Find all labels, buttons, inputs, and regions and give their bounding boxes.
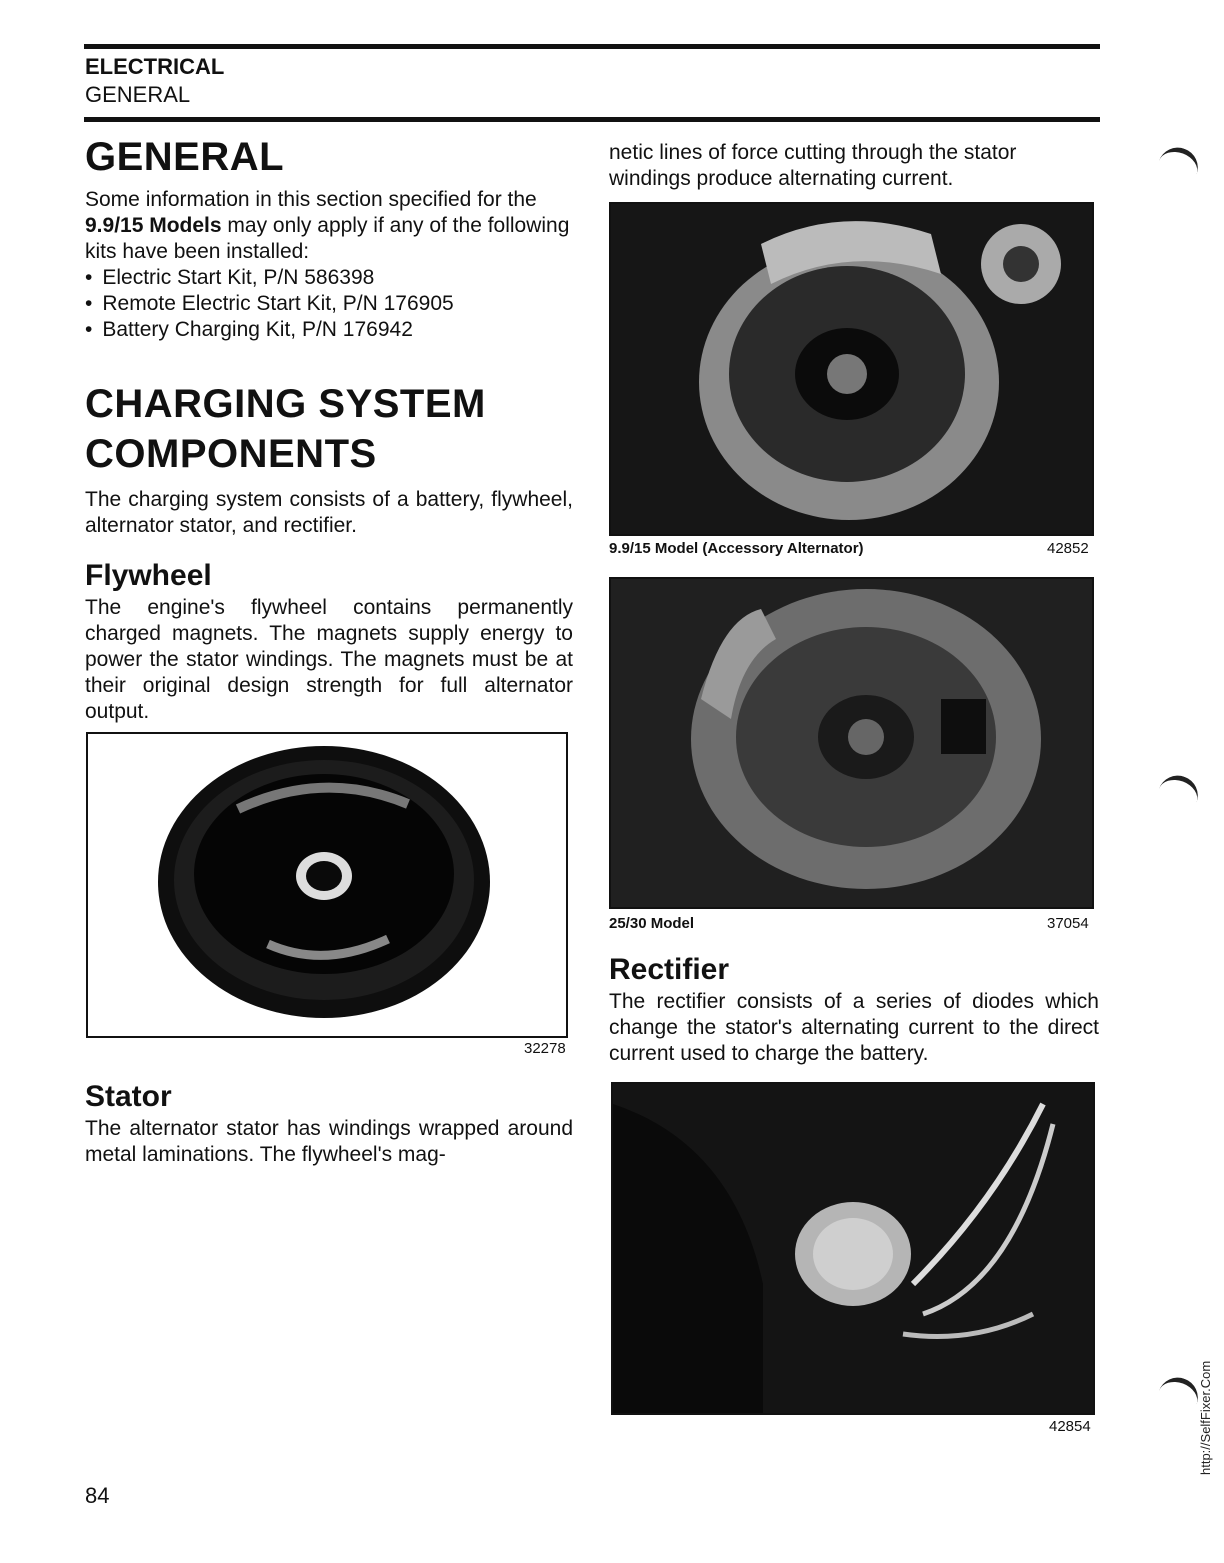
rectifier-section xyxy=(609,953,1099,1067)
accessory-alternator-photo xyxy=(609,202,1094,536)
flywheel-paragraph: The engine's flywheel contains permanently charged magnets. The magnets supply energy to power the stator windings. The magnets must be at their original design strength for full alternator output. xyxy=(85,596,573,723)
header-bottom-rule xyxy=(84,117,1100,122)
fig1-number: 42852 xyxy=(1047,540,1089,557)
intro-text: Some information in this section specified for the xyxy=(85,188,537,211)
binder-tab xyxy=(1157,142,1204,181)
kit-list xyxy=(85,265,573,343)
rectifier-heading: Rectifier xyxy=(609,953,730,986)
list-item: • Remote Electric Start Kit, P/N 176905 xyxy=(85,291,573,317)
intro-text-end: may only apply if any of the following kits have been installed: xyxy=(85,214,570,263)
flywheel-illustration xyxy=(88,734,566,1036)
fig2-number: 37054 xyxy=(1047,915,1089,932)
stator-paragraph: The alternator stator has windings wrapped around metal laminations. The flywheel's mag- xyxy=(85,1117,573,1166)
list-item: • Electric Start Kit, P/N 586398 xyxy=(85,265,573,291)
flywheel-photo xyxy=(86,732,568,1038)
section-title: ELECTRICAL xyxy=(85,54,225,79)
rectifier-illustration xyxy=(613,1084,1093,1413)
fig2-caption: 25/30 Model xyxy=(609,915,695,932)
stator-continued-paragraph: netic lines of force cutting through the stator windings produce alternating current. xyxy=(609,141,1017,190)
charging-paragraph: The charging system consists of a battery, flywheel, alternator stator, and rectifier. xyxy=(85,488,573,537)
model-25-30-photo xyxy=(609,577,1094,909)
page-number: 84 xyxy=(85,1483,110,1508)
binder-tab xyxy=(1157,770,1204,809)
charging-heading: CHARGING SYSTEM COMPONENTS xyxy=(85,382,486,476)
intro-paragraph xyxy=(85,187,573,265)
list-item: • Battery Charging Kit, P/N 176942 xyxy=(85,317,573,343)
alternator-illustration xyxy=(611,204,1092,534)
rectifier-paragraph: The rectifier consists of a series of diodes which change the stator's alternating current to the direct current used to charge the battery. xyxy=(609,990,1099,1065)
watermark-link: http://SelfFixer.Com xyxy=(1198,1360,1213,1475)
left-column xyxy=(85,132,573,725)
flywheel-heading: Flywheel xyxy=(85,559,212,592)
fig1-caption: 9.9/15 Model (Accessory Alternator) xyxy=(609,540,864,557)
stator-section xyxy=(85,1080,573,1168)
binder-tab xyxy=(1157,1372,1204,1411)
header-top-rule xyxy=(84,44,1100,49)
stator-illustration xyxy=(611,579,1092,907)
general-heading: GENERAL xyxy=(85,135,285,179)
fig3-number: 42854 xyxy=(1049,1418,1091,1435)
intro-bold-models: 9.9/15 Models xyxy=(85,214,222,237)
rectifier-photo xyxy=(611,1082,1095,1415)
flywheel-fig-number: 32278 xyxy=(524,1040,566,1057)
stator-heading: Stator xyxy=(85,1080,172,1113)
subsection-title: GENERAL xyxy=(85,82,191,107)
